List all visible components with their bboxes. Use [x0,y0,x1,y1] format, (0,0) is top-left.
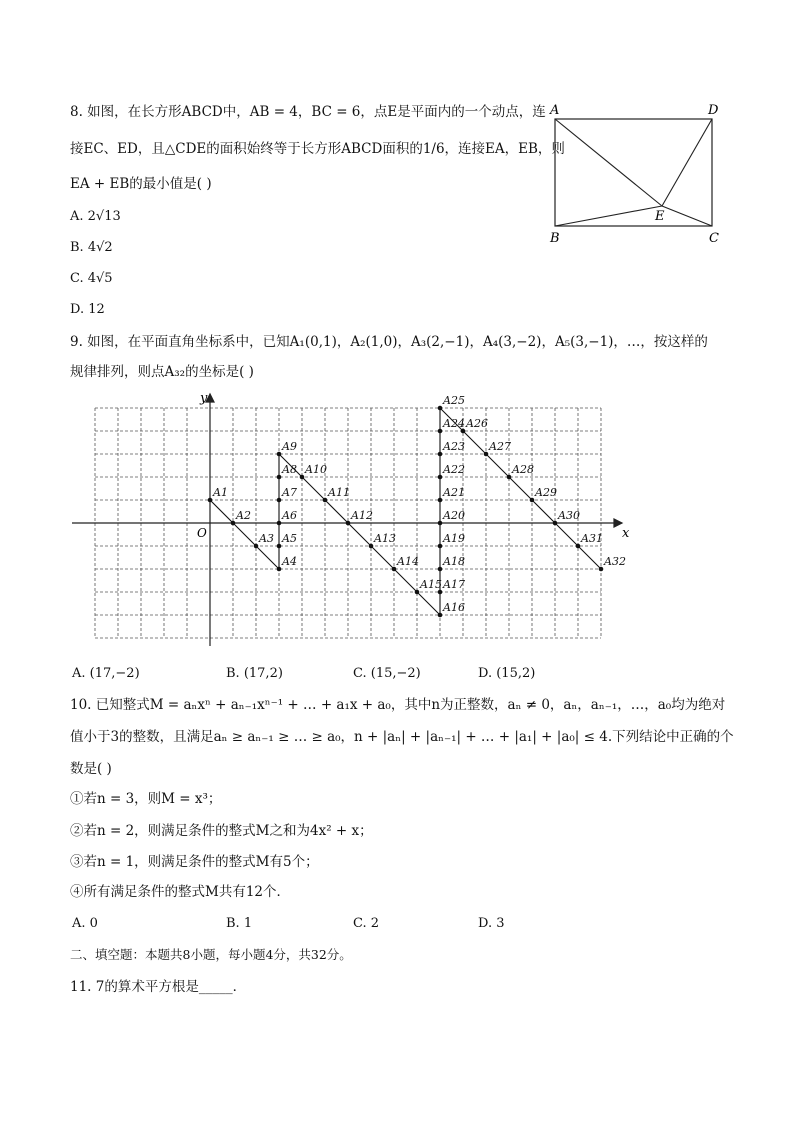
point-label-a29: A29 [535,486,557,499]
point-a23 [438,452,443,457]
point-a2 [231,521,236,526]
q10-option-d: D. 3 [478,916,505,931]
point-label-a23: A23 [443,440,465,453]
point-a10 [300,475,305,480]
point-a32 [599,567,604,572]
sequence-segment [555,523,578,546]
point-label-a19: A19 [443,532,465,545]
sequence-segment [233,523,256,546]
point-label-a9: A9 [282,440,297,453]
point-label-a12: A12 [351,509,373,522]
rectangle-figure [545,100,725,246]
point-a7 [277,498,282,503]
point-a15 [415,590,420,595]
q8-option-d: D. 12 [70,302,105,317]
q10-statement-2: ②若n = 2，则满足条件的整式M之和为4x² + x； [70,823,373,839]
point-a5 [277,544,282,549]
q10-option-b: B. 1 [226,916,253,931]
point-label-a16: A16 [443,601,465,614]
q10-statement-1: ①若n = 3，则M = x³； [70,791,222,807]
point-label-a5: A5 [282,532,297,545]
y-axis-label: y [200,391,208,406]
point-label-a31: A31 [581,532,603,545]
q10-line1: 10. 已知整式M = aₙxⁿ + aₙ₋₁xⁿ⁻¹ + … + a₁x + a₀，其中n为正整数，aₙ ≠ 0，aₙ，aₙ₋₁，…，a₀均为绝对 [70,697,726,713]
sequence-segment [578,546,601,569]
point-a8 [277,475,282,480]
q8-option-c: C. 4√5 [70,271,113,286]
point-a14 [392,567,397,572]
point-a1 [208,498,213,503]
q10-statement-4: ④所有满足条件的整式M共有12个． [70,884,291,900]
sequence-segment [256,546,279,569]
q8-line1: 8. 如图，在长方形ABCD中，AB = 4，BC = 6，点E是平面内的一个动点，连 [70,104,546,120]
q9-line2: 规律排列，则点A₃₂的坐标是( ) [70,364,254,380]
sequence-segment [532,500,555,523]
q8-line2: 接EC、ED，且△CDE的面积始终等于长方形ABCD面积的1/6，连接EA，EB，则 [70,141,565,157]
point-a31 [576,544,581,549]
point-a19 [438,544,443,549]
point-a24 [438,429,443,434]
point-label-a21: A21 [443,486,465,499]
q9-line1: 9. 如图，在平面直角坐标系中，已知A₁(0,1)，A₂(1,0)，A₃(2,−1)，A₄(3,−2)，A₅(3,−1)，…，按这样的 [70,334,708,350]
x-axis-arrow [614,519,622,527]
point-a22 [438,475,443,480]
sequence-segment [463,431,486,454]
q9-option-d: D. (15,2) [478,666,536,681]
point-a30 [553,521,558,526]
point-label-a10: A10 [305,463,327,476]
sequence-segment [394,569,417,592]
sequence-segment [417,592,440,615]
point-label-a18: A18 [443,555,465,568]
point-a3 [254,544,259,549]
point-label-a28: A28 [512,463,534,476]
point-label-a4: A4 [282,555,297,568]
point-label-a22: A22 [443,463,465,476]
point-a28 [507,475,512,480]
q10-statement-3: ③若n = 1，则满足条件的整式M有5个； [70,854,319,870]
point-a6 [277,521,282,526]
point-a16 [438,613,443,618]
point-label-a2: A2 [236,509,251,522]
point-label-a3: A3 [259,532,274,545]
point-label-a8: A8 [282,463,297,476]
point-label-a24: A24 [443,417,465,430]
point-a25 [438,406,443,411]
point-label-a32: A32 [604,555,626,568]
point-label-a30: A30 [558,509,580,522]
point-label-a7: A7 [282,486,297,499]
sequence-segment [509,477,532,500]
point-a4 [277,567,282,572]
q9-option-c: C. (15,−2) [353,666,421,681]
label-c: C [709,231,719,246]
point-label-a27: A27 [489,440,511,453]
label-b: B [550,231,560,246]
sequence-segment [302,477,325,500]
sequence-segment [348,523,371,546]
q8-option-b: B. 4√2 [70,240,113,255]
point-label-a26: A26 [466,417,488,430]
point-label-a25: A25 [443,394,465,407]
section-2-heading: 二、填空题：本题共8小题，每小题4分，共32分。 [70,947,352,962]
point-a13 [369,544,374,549]
sequence-segment [371,546,394,569]
point-a9 [277,452,282,457]
point-a11 [323,498,328,503]
point-label-a14: A14 [397,555,419,568]
label-a: A [550,103,560,118]
coordinate-grid-figure [60,388,640,650]
point-label-a15: A15 [420,578,442,591]
q8-option-a: A. 2√13 [70,209,121,224]
point-a18 [438,567,443,572]
point-label-a1: A1 [213,486,228,499]
q8-line3: EA + EB的最小值是( ) [70,176,212,192]
sequence-segment [486,454,509,477]
q10-option-a: A. 0 [72,916,98,931]
q10-option-c: C. 2 [353,916,380,931]
point-a27 [484,452,489,457]
origin-label: O [197,526,207,540]
point-a20 [438,521,443,526]
sequence-segment [325,500,348,523]
q9-option-a: A. (17,−2) [72,666,140,681]
label-e: E [655,209,665,224]
point-a29 [530,498,535,503]
point-label-a6: A6 [282,509,297,522]
point-a21 [438,498,443,503]
sequence-segment [210,500,233,523]
x-axis-label: x [622,526,630,541]
point-a12 [346,521,351,526]
point-label-a11: A11 [328,486,350,499]
label-d: D [708,103,719,118]
point-label-a17: A17 [443,578,465,591]
point-label-a13: A13 [374,532,396,545]
point-label-a20: A20 [443,509,465,522]
q10-line3: 数是( ) [70,761,112,777]
q10-line2: 值小于3的整数，且满足aₙ ≥ aₙ₋₁ ≥ … ≥ a₀，n + |aₙ| + |aₙ₋₁| + … + |a₁| + |a₀| ≤ 4.下列结论中正确的个 [70,729,734,745]
q9-option-b: B. (17,2) [226,666,283,681]
q11-line1: 11. 7的算术平方根是_____． [70,979,247,995]
